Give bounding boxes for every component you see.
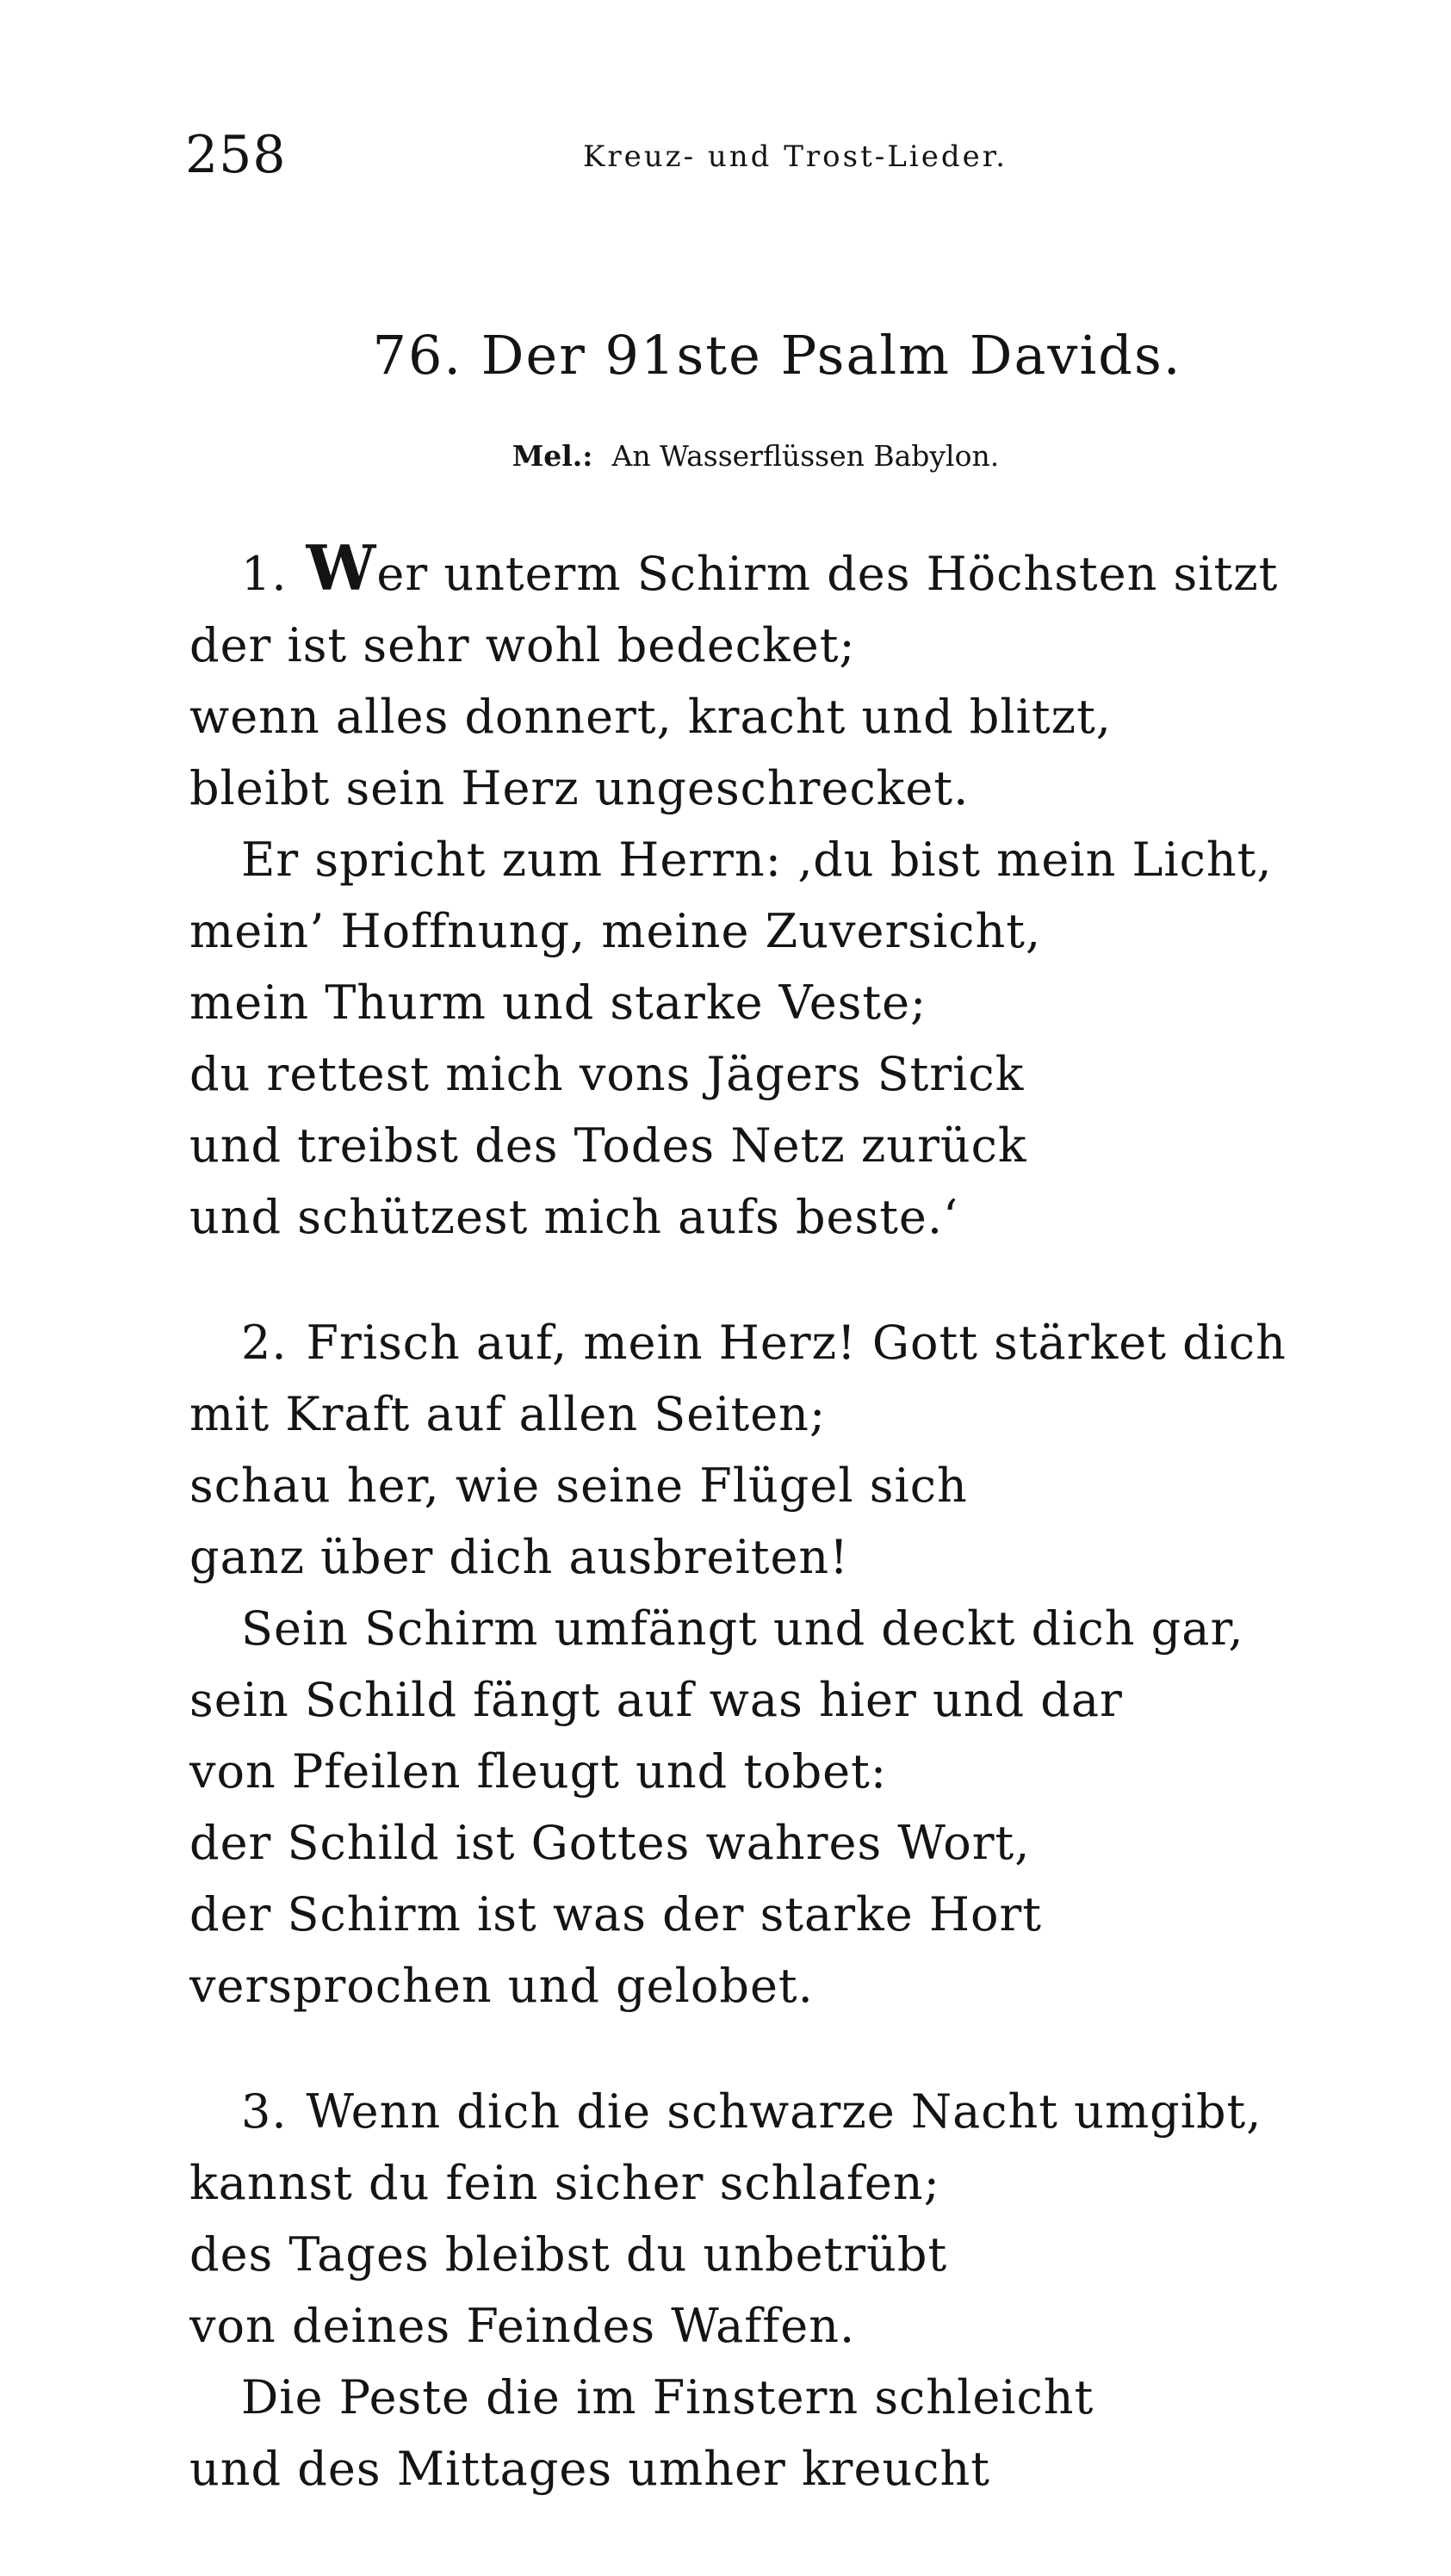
running-head: Kreuz- und Trost-Lieder. [583,139,1008,174]
stanza-line: der Schirm ist was der starke Hort [189,1887,1042,1941]
stanza-number: 2. [241,1316,288,1370]
stanza-line: und treibst des Todes Netz zurück [189,1118,1027,1173]
line-text: er unterm Schirm des Höchsten sitzt [376,547,1279,601]
stanza-line: mein’ Hoffnung, meine Zuversicht, [189,904,1042,958]
stanza-line [189,1307,1343,1378]
stanza-line: der Schild ist Gottes wahres Wort, [189,1816,1031,1870]
hymn-text [189,531,1343,2559]
stanza-line: und des Mittages umher kreucht [189,2442,990,2496]
stanza-line: Sein Schirm umfängt und deckt dich gar, [241,1601,1244,1656]
stanza-number: 1. [241,547,288,601]
stanza-line: schau her, wie seine Flügel sich [189,1458,968,1513]
stanza-line [189,531,1343,610]
stanza-1 [189,531,1343,1253]
hymn-title: 76. Der 91ste Psalm Davids. [372,324,1182,387]
page-header [0,121,1451,189]
stanza-2 [189,1307,1343,2022]
stanza-line: mein Thurm und starke Veste; [189,975,927,1030]
stanza-line: Er spricht zum Herrn: ‚du bist mein Licht, [241,833,1273,887]
stanza-line: von deines Feindes Waffen. [189,2299,856,2353]
stanza-number: 3. [241,2084,288,2139]
stanza-line: du rettest mich vons Jägers Strick [189,1047,1025,1101]
stanza-line: sein Schild fängt auf was hier und dar [189,1673,1123,1727]
stanza-line: mit Kraft auf allen Seiten; [189,1387,827,1441]
stanza-line: der ist sehr wohl bedecket; [189,618,856,672]
initial-letter: W [306,531,377,604]
stanza-line: des Tages bleibst du unbetrübt [189,2227,948,2282]
stanza-line: bleibt sein Herz ungeschrecket. [189,761,970,815]
line-text: Wenn dich die schwarze Nacht umgibt, [306,2084,1262,2139]
stanza-line: ganz über dich ausbreiten! [189,1530,849,1584]
stanza-line: kannst du fein sicher schlafen; [189,2156,940,2210]
melody-line [0,430,1451,482]
stanza-line: von Pfeilen fleugt und tobet: [189,1744,888,1799]
stanza-line [189,2076,1343,2147]
melody-label: Mel.: [512,439,593,473]
stanza-line: und schützest mich aufs beste.‘ [189,1190,959,1244]
stanza-line: Die Peste die im Finstern schleicht [241,2370,1094,2424]
line-text: Frisch auf, mein Herz! Gott stärket dich [306,1316,1287,1370]
melody-name: An Wasserflüssen Babylon. [611,439,1000,473]
stanza-line: wenn alles donnert, kracht und blitzt, [189,690,1112,744]
stanza-line: versprochen und gelobet. [189,1959,814,2013]
page-number: 258 [185,125,287,185]
stanza-3 [189,2076,1343,2505]
